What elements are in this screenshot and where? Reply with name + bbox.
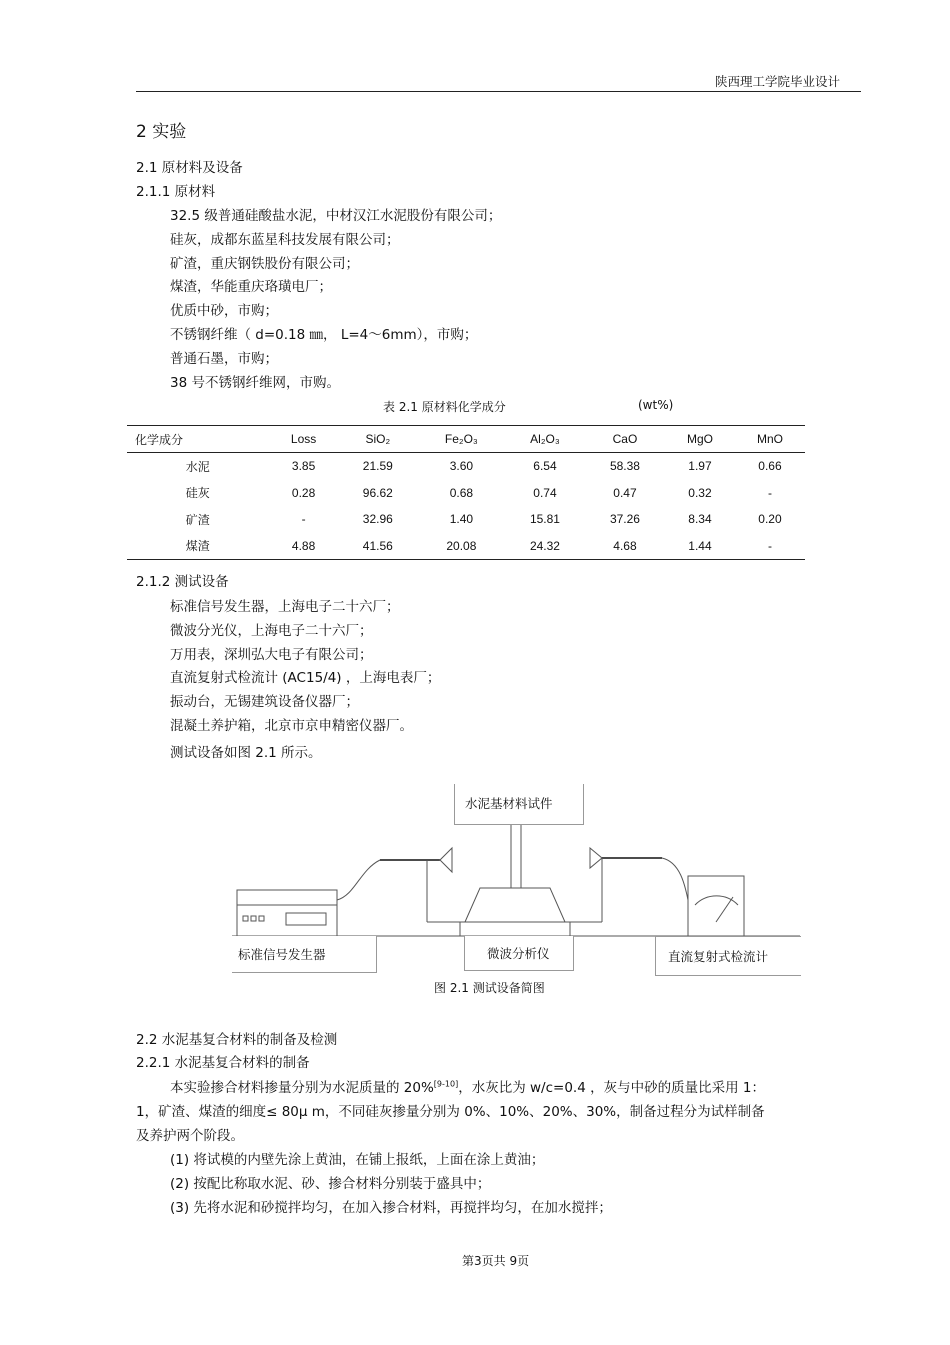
- paragraph-text: ，水灰比为 w/c=0.4 ，灰与中砂的质量比采用 1：: [458, 1080, 765, 1096]
- table-cell: 58.38: [609, 459, 640, 474]
- table-cell: 24.32: [505, 533, 585, 560]
- table-cell: 3.60: [449, 459, 474, 474]
- list-item: 振动台，无锡建筑设备仪器厂；: [170, 694, 359, 710]
- figure-caption: 图 2.1 测试设备简图: [434, 981, 545, 995]
- list-item: 万用表，深圳弘大电子有限公司；: [170, 647, 373, 663]
- signal-generator-knob: [259, 916, 264, 921]
- list-item: 煤渣，华能重庆珞璜电厂；: [170, 279, 332, 295]
- table-cell: -: [767, 485, 772, 500]
- citation: [9-10]: [433, 1079, 459, 1089]
- table-unit: (wt%): [638, 398, 674, 412]
- paragraph-line: 及养护两个阶段。: [136, 1128, 244, 1144]
- receive-horn: [590, 848, 602, 868]
- table-caption: 表 2.1 原材料化学成分: [383, 400, 506, 414]
- table-cell: 20.08: [418, 533, 505, 560]
- table-cell: 4.68: [585, 533, 665, 560]
- subsection-2-1-2: 2.1.2 测试设备: [136, 574, 229, 590]
- list-item: 优质中砂，市购；: [170, 303, 278, 319]
- table-cell: 41.56: [338, 533, 418, 560]
- paragraph-line: [170, 1076, 765, 1096]
- table-cell: 煤渣: [127, 533, 269, 560]
- table-cell: 1.40: [449, 512, 474, 527]
- table-cell: 矿渣: [185, 512, 210, 527]
- step-item: (1) 将试模的内壁先涂上黄油，在铺上报纸，上面在涂上黄油；: [170, 1152, 545, 1168]
- galvanometer-label: 直流复射式检流计: [668, 949, 769, 964]
- sample-column: [511, 820, 521, 888]
- galvanometer-label-box: [655, 936, 801, 976]
- galvanometer-needle: [716, 897, 733, 922]
- list-item: 不锈钢纤维（ d=0.18 ㎜， L=4～6mm），市购；: [170, 327, 478, 343]
- table-header-cell: 化学成分: [127, 426, 269, 453]
- signal-generator-display: [286, 913, 326, 925]
- table-header-cell: SiO₂: [338, 426, 418, 453]
- generator-label-box: [232, 936, 377, 973]
- table-cell: 8.34: [688, 512, 712, 527]
- list-item: 混凝土养护箱，北京市京申精密仪器厂。: [170, 718, 413, 734]
- generator-label: 标准信号发生器: [238, 947, 326, 962]
- list-item: 直流复射式检流计 (AC15/4) ，上海电表厂；: [170, 670, 441, 686]
- list-item: 标准信号发生器，上海电子二十六厂；: [170, 599, 400, 615]
- list-item: 普通石墨，市购；: [170, 351, 278, 367]
- galvanometer-body: [688, 876, 744, 936]
- table-cell: 3.85: [291, 459, 316, 474]
- subsection-2-2-1: 2.2.1 水泥基复合材料的制备: [136, 1055, 310, 1071]
- table-header-cell: MnO: [735, 426, 805, 453]
- generator-cable: [337, 860, 380, 900]
- section-title: 2 实验: [136, 122, 187, 142]
- signal-generator-knob: [243, 916, 248, 921]
- galvanometer-scale: [695, 896, 738, 905]
- table-header-cell: Al₂O₃: [505, 426, 585, 453]
- page-number: 第3页共 9页: [462, 1254, 530, 1268]
- table-cell: 96.62: [362, 485, 393, 500]
- table-cell: 0.32: [688, 485, 712, 500]
- table-cell: 0.66: [758, 459, 782, 474]
- table-cell: 1.97: [688, 459, 712, 474]
- subsection-2-2: 2.2 水泥基复合材料的制备及检测: [136, 1032, 338, 1048]
- table-cell: 硅灰: [185, 486, 210, 501]
- header-school: 陕西理工学院毕业设计: [715, 74, 841, 89]
- table-cell: 6.54: [533, 459, 557, 474]
- sample-label: 水泥基材料试件: [465, 796, 553, 811]
- paragraph-text: 本实验掺合材料掺量分别为水泥质量的 20%: [170, 1080, 434, 1096]
- galvanometer-cable: [662, 858, 688, 900]
- table-cell: 水泥: [185, 459, 210, 474]
- table-header-cell: Loss: [269, 426, 337, 453]
- spectrometer-base: [460, 922, 570, 936]
- transmit-horn: [440, 848, 452, 872]
- table-cell: 0.28: [291, 485, 316, 500]
- paragraph-line: 1，矿渣、煤渣的细度≤ 80μ m，不同硅灰掺量分别为 0%、10%、20%、30%，制备过程分为试样制备: [136, 1104, 765, 1120]
- list-item: 38 号不锈钢纤维网，市购。: [170, 375, 340, 391]
- spectrometer-body: [465, 888, 565, 922]
- table-cell: 4.88: [269, 533, 337, 560]
- table-cell: 0.68: [449, 485, 474, 500]
- subsection-2-1: 2.1 原材料及设备: [136, 160, 243, 176]
- step-item: (2) 按配比称取水泥、砂、掺合材料分别装于盛具中；: [170, 1176, 491, 1192]
- list-item: 测试设备如图 2.1 所示。: [170, 745, 322, 761]
- table-cell: -: [735, 533, 805, 560]
- table-header-cell: MgO: [665, 426, 735, 453]
- spectrometer-label: 微波分析仪: [487, 946, 550, 961]
- step-item: (3) 先将水泥和砂搅拌均匀，在加入掺合材料，再搅拌均匀，在加水搅拌；: [170, 1200, 612, 1216]
- table-cell: 0.20: [758, 512, 782, 527]
- signal-generator-knob: [251, 916, 256, 921]
- table-cell: 21.59: [362, 459, 393, 474]
- subsection-2-1-1: 2.1.1 原材料: [136, 184, 216, 200]
- table-cell: 37.26: [609, 512, 640, 527]
- list-item: 硅灰，成都东蓝星科技发展有限公司；: [170, 232, 400, 248]
- list-item: 32.5 级普通硅酸盐水泥，中材汉江水泥股份有限公司；: [170, 208, 502, 224]
- list-item: 矿渣，重庆钢铁股份有限公司；: [170, 256, 359, 272]
- sample-label-box: [454, 784, 584, 825]
- table-cell: 1.44: [665, 533, 735, 560]
- table-cell: 15.81: [529, 512, 560, 527]
- table-cell: 0.47: [613, 485, 637, 500]
- table-cell: 0.74: [533, 485, 557, 500]
- list-item: 微波分光仪，上海电子二十六厂；: [170, 623, 373, 639]
- table-cell: 32.96: [362, 512, 393, 527]
- table-header-cell: CaO: [585, 426, 665, 453]
- table-header-cell: Fe₂O₃: [418, 426, 505, 453]
- table-cell: -: [301, 512, 306, 527]
- spectrometer-label-box: [464, 936, 574, 971]
